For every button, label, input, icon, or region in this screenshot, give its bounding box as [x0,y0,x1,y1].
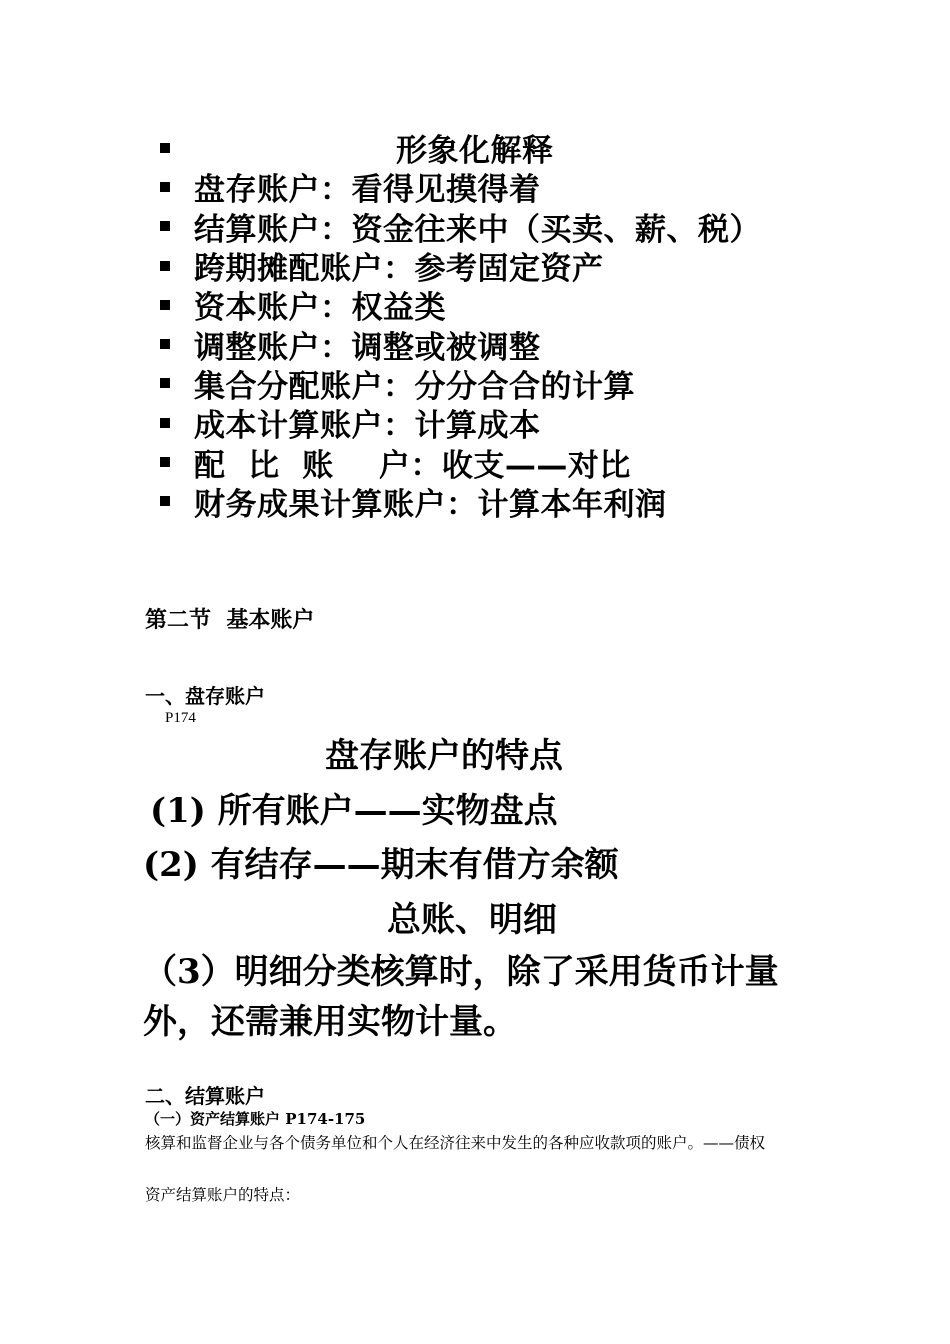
bullet-item [160,403,761,445]
bullet-item [160,207,761,246]
square-bullet-icon [160,221,170,231]
bullet-text: 盘存账户：看得见摸得着 [194,172,541,209]
slide2-title: 盘存账户的特点 [325,736,563,776]
paragraph-features: 资产结算账户的特点： [145,1186,301,1204]
paragraph-definition: 核算和监督企业与各个债务单位和个人在经济往来中发生的各种应收款项的账户。——债权 [145,1134,766,1152]
bullet-item [160,364,761,403]
bullet-text: 结算账户：资金往来中（买卖、薪、税） [194,211,761,248]
square-bullet-icon [160,339,170,349]
bullet-text: 配 比 账 户：收支——对比 [194,447,631,484]
section-heading: 第二节 基本账户 [145,608,315,633]
square-bullet-icon [160,418,170,428]
page-reference: P174 [165,710,196,726]
bullet-item [160,442,761,484]
slide2-line-2: (2) 有结存——期末有借方余额 [143,845,619,885]
bullet-text: 调整账户：调整或被调整 [194,329,541,366]
slide2-line-1: (1) 所有账户——实物盘点 [150,791,558,831]
bullet-text: 财务成果计算账户：计算本年利润 [194,486,667,523]
subsection-heading-settlement: 二、结算账户 [145,1084,265,1108]
subsection-heading-inventory: 一、盘存账户 [145,684,265,708]
square-bullet-icon [160,182,170,192]
bullet-text: 形象化解释 [396,133,554,170]
bullet-text: 集合分配账户：分分合合的计算 [194,368,635,405]
square-bullet-icon [160,300,170,310]
slide2-line-3: 总账、明细 [387,900,557,940]
square-bullet-icon [160,143,170,153]
bullet-item [160,167,761,209]
asset-settlement-heading: （一）资产结算账户 P174-175 [145,1110,366,1128]
bullet-item [160,285,761,327]
bullet-item [160,324,761,366]
slide-bullet-list [160,128,761,521]
bullet-item [160,128,761,170]
square-bullet-icon [160,496,170,506]
square-bullet-icon [160,261,170,271]
square-bullet-icon [160,457,170,467]
slide2-line-4: （3）明细分类核算时，除了采用货币计量 [143,952,779,992]
slide2-line-5: 外，还需兼用实物计量。 [143,1002,517,1042]
bullet-text: 成本计算账户：计算成本 [194,408,541,445]
bullet-item [160,482,761,521]
bullet-item [160,246,761,288]
square-bullet-icon [160,378,170,388]
bullet-text: 资本账户：权益类 [194,290,446,327]
bullet-text: 跨期摊配账户：参考固定资产 [194,251,604,288]
